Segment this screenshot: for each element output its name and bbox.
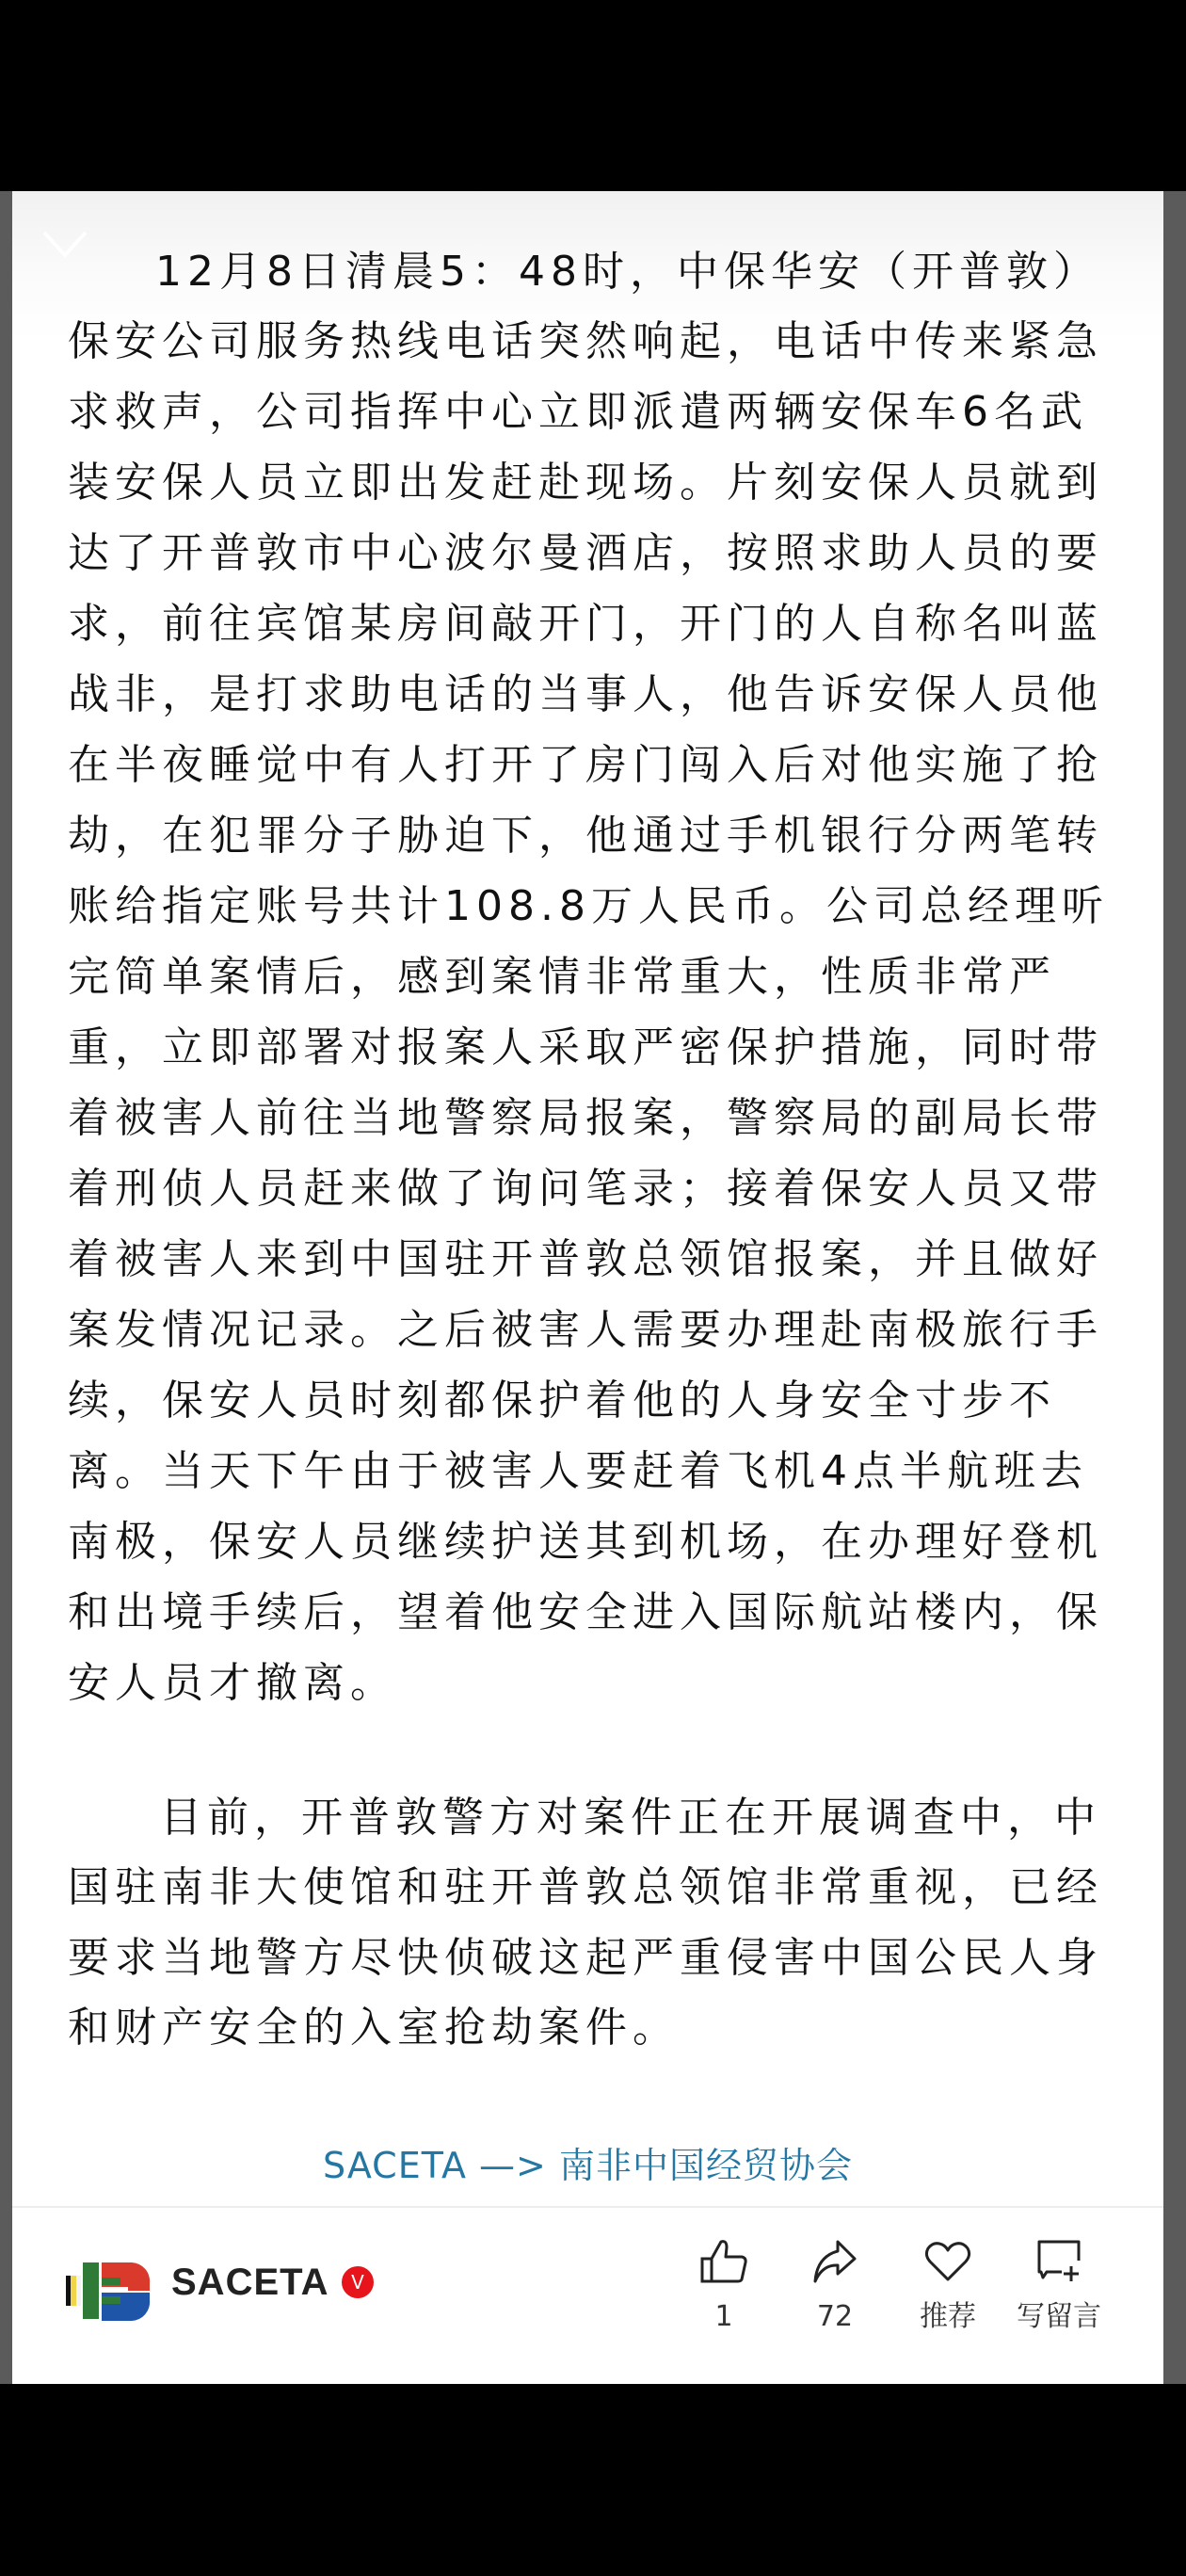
account-name[interactable]: SACETA xyxy=(171,2262,329,2303)
recommend-button[interactable] xyxy=(896,2236,1000,2359)
article-card xyxy=(12,191,1163,2384)
heart-icon xyxy=(922,2236,973,2287)
paragraph-line: 达了开普敦市中心波尔曼酒店，按照求助人员的要 xyxy=(68,529,1103,577)
paragraph-line: 完简单案情后，感到案情非常重大，性质非常严 xyxy=(68,953,1056,1001)
paragraph-line: 着被害人来到中国驻开普敦总领馆报案，并且做好 xyxy=(68,1235,1103,1283)
chevron-down-icon[interactable] xyxy=(39,227,91,265)
paragraph-line: 要求当地警方尽快侦破这起严重侵害中国公民人身 xyxy=(68,1934,1103,1982)
source-link[interactable]: SACETA —> 南非中国经贸协会 xyxy=(323,2145,853,2186)
share-icon xyxy=(809,2236,860,2287)
like-count: 1 xyxy=(714,2300,733,2333)
paragraph-line: 劫，在犯罪分子胁迫下，他通过手机银行分两笔转 xyxy=(68,812,1103,860)
paragraph-line: 账给指定账号共计108.8万人民币。公司总经理听 xyxy=(68,882,1109,930)
paragraph-line: 装安保人员立即出发赶赴现场。片刻安保人员就到 xyxy=(68,459,1103,507)
paragraph-line: 和财产安全的入室抢劫案件。 xyxy=(68,2004,680,2052)
write-comment-button[interactable] xyxy=(1007,2236,1111,2359)
right-edge-strip xyxy=(1163,191,1186,2384)
paragraph-line: 目前，开普敦警方对案件正在开展调查中，中 xyxy=(160,1794,1101,1842)
paragraph-line: 重，立即部署对报案人采取严密保护措施，同时带 xyxy=(68,1023,1103,1071)
recommend-label: 推荐 xyxy=(920,2300,976,2333)
paragraph-line: 着被害人前往当地警察局报案，警察局的副局长带 xyxy=(68,1094,1103,1142)
paragraph-line: 在半夜睡觉中有人打开了房门闯入后对他实施了抢 xyxy=(68,741,1103,789)
paragraph-line: 离。当天下午由于被害人要赶着飞机4点半航班去 xyxy=(68,1447,1088,1495)
write-comment-label: 写留言 xyxy=(1017,2300,1101,2333)
verified-badge: V xyxy=(342,2266,374,2298)
paragraph-line: 南极，保安人员继续护送其到机场，在办理好登机 xyxy=(68,1518,1103,1566)
comment-add-icon xyxy=(1034,2236,1084,2287)
paragraph-line: 求，前往宾馆某房间敲开门，开门的人自称名叫蓝 xyxy=(68,600,1103,648)
paragraph-line: 战非，是打求助电话的当事人，他告诉安保人员他 xyxy=(68,670,1103,718)
article-footer xyxy=(12,2208,1163,2384)
paragraph-line: 保安公司服务热线电话突然响起，电话中传来紧急 xyxy=(68,317,1103,365)
paragraph-line: 着刑侦人员赶来做了询问笔录；接着保安人员又带 xyxy=(68,1165,1103,1213)
paragraph-line: 安人员才撤离。 xyxy=(68,1659,397,1707)
left-edge-strip xyxy=(0,191,12,2384)
saceta-logo-icon[interactable] xyxy=(66,2262,151,2321)
share-count: 72 xyxy=(816,2300,854,2333)
like-button[interactable] xyxy=(672,2236,776,2359)
share-button[interactable] xyxy=(783,2236,887,2359)
paragraph-line: 国驻南非大使馆和驻开普敦总领馆非常重视，已经 xyxy=(68,1863,1103,1911)
paragraph-line: 续，保安人员时刻都保护着他的人身安全寸步不 xyxy=(68,1377,1056,1425)
paragraph-line: 求救声，公司指挥中心立即派遣两辆安保车6名武 xyxy=(68,388,1088,436)
paragraph-line: 案发情况记录。之后被害人需要办理赴南极旅行手 xyxy=(68,1306,1103,1354)
paragraph-line: 12月8日清晨5：48时，中保华安（开普敦） xyxy=(155,248,1100,296)
paragraph-line: 和出境手续后，望着他安全进入国际航站楼内，保 xyxy=(68,1588,1103,1636)
thumbs-up-icon xyxy=(698,2236,749,2287)
